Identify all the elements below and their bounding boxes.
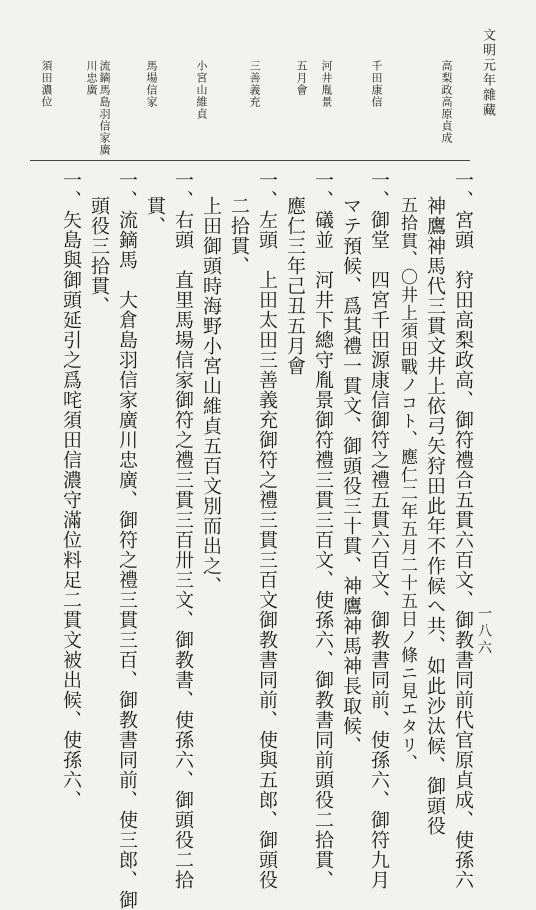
head-notes <box>30 60 470 161</box>
text-column: 一、礒並 河井下總守胤景御符禮三貫三百文、使孫六、御教書同前頭役二拾貫、 <box>312 170 334 890</box>
text-column: 一、左頭 上田太田三善義充御符之禮三貫三百文御教書同前、使與五郎、御頭役 <box>256 170 278 890</box>
text-column: 貫、 <box>144 196 166 236</box>
head-note: 小宮山維貞 <box>195 60 208 120</box>
text-column: 神鷹神馬代三貫文井上依弓矢狩田此年不作候へ共、如此沙汰候、御頭役 <box>424 196 446 836</box>
text-column: 應仁三年己丑五月會 <box>284 196 306 376</box>
head-note: 河井胤景 <box>320 60 333 108</box>
running-head: 文明元年雜藏 <box>480 28 495 118</box>
text-column: 一、御堂 四宮千田源康信御符之禮五貫六百文、御教書同前、使孫六、御符九月 <box>368 170 390 890</box>
text-column: 一、右頭 直里馬場信家御符之禮三貫三百卅三文、御教書、使孫六、御頭役二拾 <box>172 170 194 890</box>
head-note: 馬場信家 <box>145 60 158 108</box>
head-note: 五月會 <box>295 60 308 96</box>
head-note: 三善義充 <box>248 60 261 108</box>
text-column: マテ預候、爲其禮一貫文、御頭役三十貫、神鷹神馬神長取候、 <box>340 196 362 756</box>
page-number: 一八六 <box>476 606 492 657</box>
text-column: 一、流鏑馬 大倉島羽信家廣川忠廣、御符之禮三貫三百、御教書同前、使三郎、御 <box>116 170 138 910</box>
text-column: 五拾貫、〇井上須田戰ノコト、應仁二年五月二十五日ノ條ニ見エタリ、 <box>397 196 417 772</box>
text-column: 二拾貫、 <box>228 196 250 276</box>
head-note: 高梨政高原貞成 <box>440 60 453 144</box>
head-note: 千田康信 <box>370 60 383 108</box>
head-note: 流鏑馬島羽信家廣川忠廣 <box>85 60 111 156</box>
text-column: 上田御頭時海野小宮山維貞五百文別而出之、 <box>200 196 222 596</box>
head-note: 須田濃位 <box>40 60 53 108</box>
main-text <box>30 170 480 910</box>
text-column: 一、宮頭 狩田高梨政高、御符禮合五貫六百文、御教書同前代官原貞成、使孫六 <box>452 170 474 890</box>
text-column: 頭役三拾貫、 <box>88 196 110 316</box>
text-column: 一、矢島與御頭延引之爲咤須田信濃守滿位料足二貫文被出候、使孫六、 <box>60 170 82 810</box>
